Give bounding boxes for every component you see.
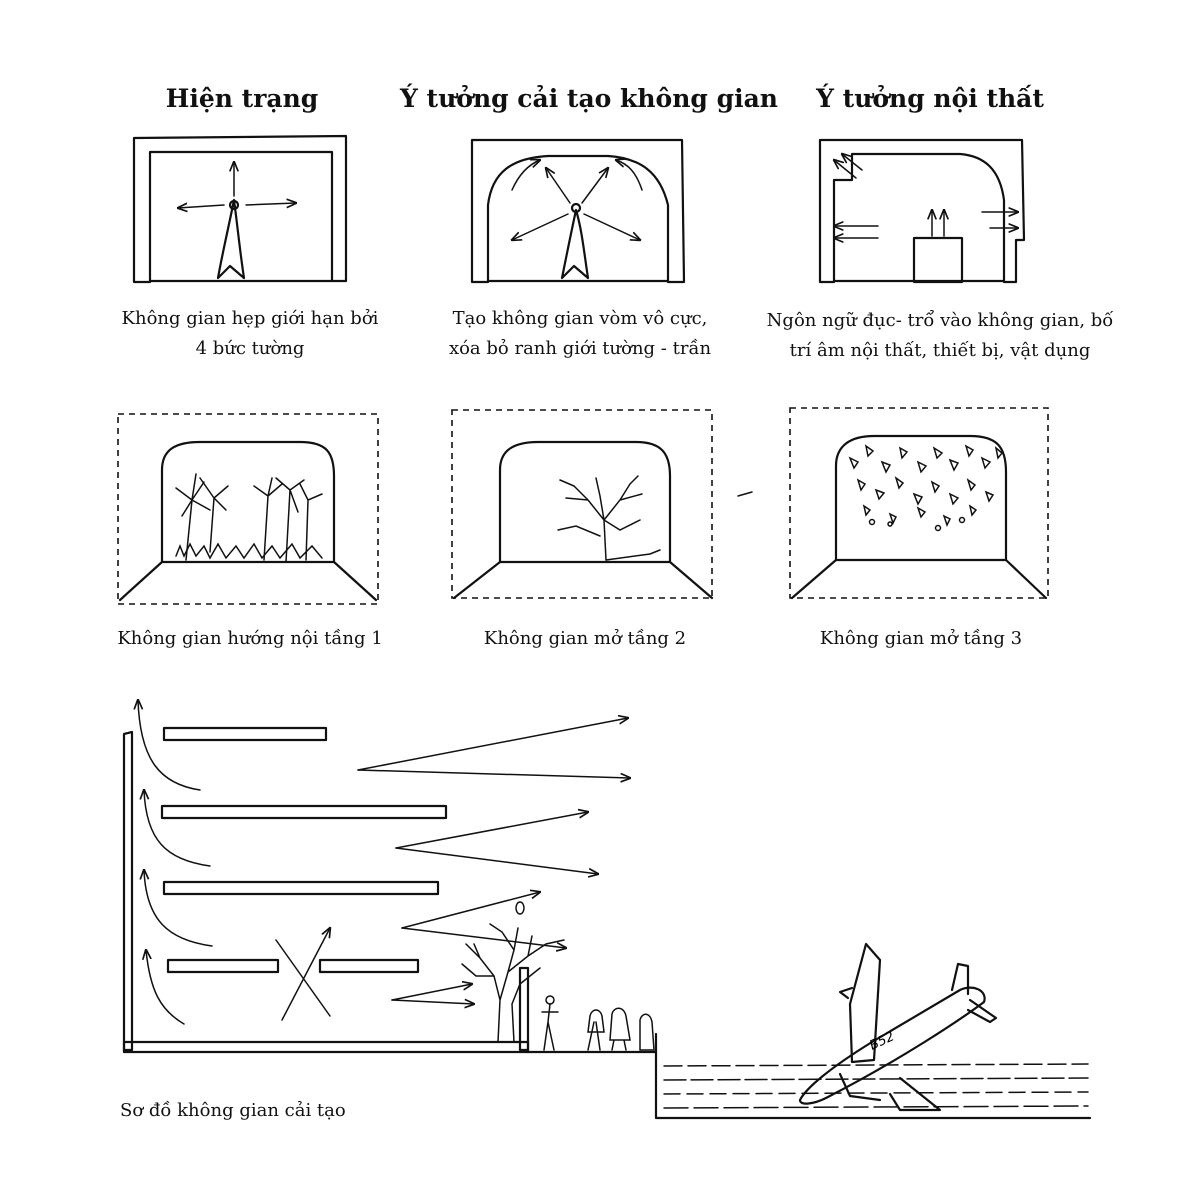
plane-tag: B52 <box>867 1029 897 1054</box>
interior-idea-sketch <box>820 140 1024 282</box>
plane-wreck-icon <box>800 944 996 1110</box>
caption-floor1: Không gian hướng nội tầng 1 <box>117 628 383 649</box>
heading-space-idea: Ý tưởng cải tạo không gian <box>400 84 778 113</box>
caption-current-line2: 4 bức tường <box>195 338 305 359</box>
floor2-perspective <box>452 410 712 598</box>
caption-section: Sơ đồ không gian cải tạo <box>120 1100 346 1121</box>
section-diagram <box>124 700 1090 1118</box>
caption-space-line1: Tạo không gian vòm vô cực, <box>452 308 708 329</box>
caption-interior <box>745 306 1135 366</box>
caption-floor2: Không gian mở tầng 2 <box>483 628 687 649</box>
heading-current: Hiện trạng <box>165 84 319 113</box>
caption-floor3: Không gian mở tầng 3 <box>819 628 1023 649</box>
caption-current <box>100 304 400 364</box>
caption-interior-line2: trí âm nội thất, thiết bị, vật dụng <box>789 340 1091 361</box>
caption-space <box>430 304 730 364</box>
vault-idea-sketch <box>472 140 684 282</box>
caption-interior-line1: Ngôn ngữ đục- trổ vào không gian, bố <box>766 310 1114 331</box>
caption-current-line1: Không gian hẹp giới hạn bởi <box>121 308 379 329</box>
floor1-perspective <box>118 414 378 604</box>
people-icon <box>542 996 654 1050</box>
caption-space-line2: xóa bỏ ranh giới tường - trần <box>448 338 712 359</box>
current-state-sketch <box>134 136 346 282</box>
heading-interior-idea: Ý tưởng nội thất <box>816 84 1044 113</box>
floor3-perspective <box>790 408 1048 598</box>
